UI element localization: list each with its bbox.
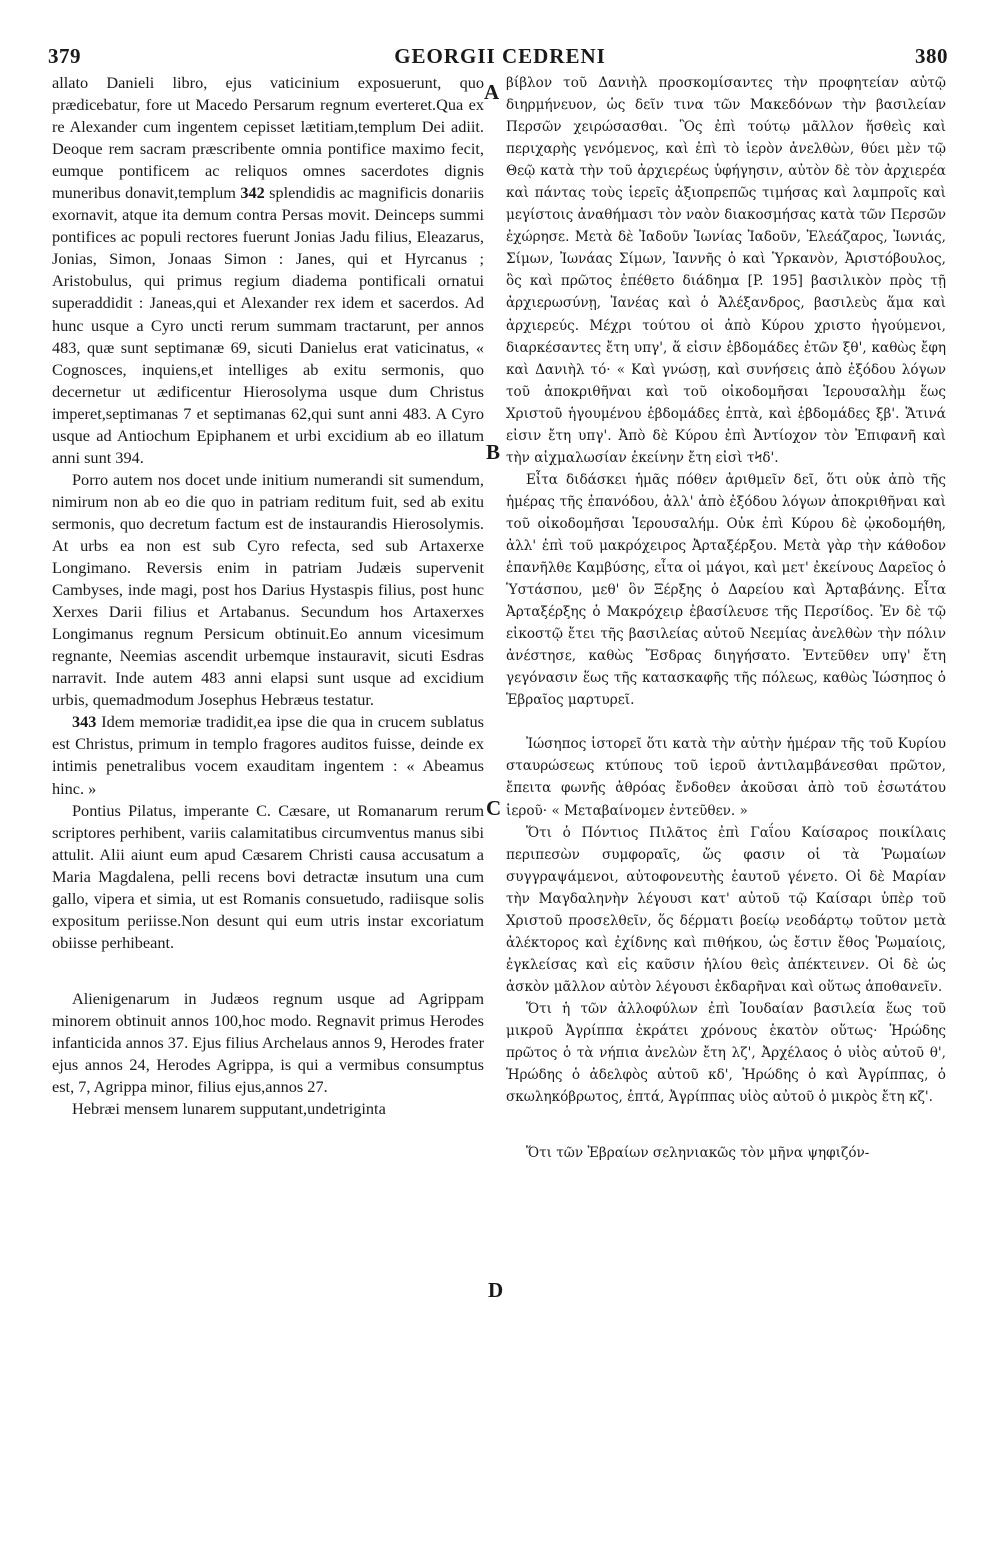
greek-paragraph-6: Ὅτι τῶν Ἑβραίων σεληνιακῶς τὸν μῆνα ψηφιζόν-	[526, 1145, 870, 1162]
latin-paragraph-2: Porro autem nos docet unde initium numerandi sit sumendum, nimirum non ab eo die quo in patriam reditum fuit, sed ab exitu sermonis, quo decretum factum est de instaurandis Hierosolymis. At urbs ea non est sub Cyro refecta, sed sub Artaxerxe Longimano. Reversis enim in patriam Judæis supervenit Cambyses, inde magi, post hos Darius Hystaspis filius, post hunc Xerxes Darii filius et Artabanus. Secundum hos Artaxerxes Longimanus regnum Persicum obtinuit.Eo annum vicesimum regnante, Neemias ascendit urbemque instauravit, sicuti Esdras narravit. Inde autem 483 anni elapsi sunt usque ad excidium urbis, quemadmodum Josephus Hebræus testatur.	[52, 469, 484, 710]
page-number-right: 380	[915, 44, 948, 68]
running-header	[0, 44, 1000, 72]
greek-paragraph-3: Ἰώσηπος ἱστορεῖ ὅτι κατὰ τὴν αὐτὴν ἡμέραν τῆς τοῦ Κυρίου σταυρώσεως κτύπους τοῦ ἱεροῦ ἀντιλαμβάνεσθαι πρῶτον, ἔπειτα φωνῆς ἀθρόας ἔνδοθεν ἀκοῦσαι ἀπὸ τοῦ ἐσωτάτου ἱεροῦ· « Μεταβαίνομεν ἐντεῦθεν. »	[506, 736, 946, 819]
margin-letter-c: C	[486, 796, 502, 820]
greek-paragraph-4: Ὅτι ὁ Πόντιος Πιλᾶτος ἐπὶ Γαΐου Καίσαρος ποικίλαις περιπεσὼν συμφοραῖς, ὥς φασιν οἱ τὰ Ῥωμαίων συγγραψάμενοι, αὐτοφονευτὴς ἑαυτοῦ γένετο. Οἱ δὲ Μαρίαν τὴν Μαγδαληνὴν λέγουσι κατ' αὐτοῦ τῷ Καίσαρι ὑπὲρ τοῦ Χριστοῦ προσελθεῖν, ὅς δέρματι βοείῳ νεοδάρτῳ τοῦτον μετὰ ἀλέκτορος καὶ ἐχίδνης καὶ πιθήκου, ὡς ἔστιν ἔθος Ῥωμαίοις, ἐγκλείσας καὶ εἰς καῦσιν ἡλίου θεὶς ἀπέκτεινεν. Οἱ δὲ ὡς ἀσκὸν μᾶλλον αὐτὸν λέγουσι ἐκδαρῆναι καὶ οὕτως ἀποθανεῖν.	[506, 824, 946, 995]
margin-letter-b: B	[486, 440, 501, 464]
running-title: GEORGII CEDRENI	[394, 44, 606, 68]
latin-paragraph-5: Alienigenarum in Judæos regnum usque ad Agrippam minorem obtinuit annos 100,hoc modo. Regnavit primus Herodes infanticida annos 37. Ejus filius Archelaus annos 9, Herodes frater ejus annos 24, Herodes Agrippa, is qui a vermibus consumptus est, 7, Agrippa minor, filius ejus,annos 27.	[52, 988, 484, 1097]
greek-paragraph-1: βίβλον τοῦ Δανιὴλ προσκομίσαντες τὴν προφητείαν αὐτῷ διηρμήνευον, ὡς δεῖν τινα τῶν Μακεδόνων τὴν βασιλείαν Περσῶν χειρώσασθαι. Ὃς ἐπὶ τούτῳ μᾶλλον ἥσθεὶς καὶ περιχαρὴς γενόμενος, καὶ ἐπὶ τὸ ἱερὸν ἀνελθὼν, θύει μὲν τῷ Θεῷ κατὰ τὴν τοῦ ἀρχιερέως ὑφήγησιν, αὐτὸν δὲ τὸν ἀρχιερέα καὶ πάντας τοὺς ἱερεῖς ἀξιοπρεπῶς τιμήσας καὶ λαμπροῖς καὶ μεγίστοις ἀναθήμασι τὸν ναὸν διακοσμήσας κατὰ τῶν Περσῶν ἐχώρησε. Μετὰ δὲ Ἰαδοῦν Ἰωνίας Ἰαδοῦν, Ἐλεάζαρος, Ἰωνιάς, Σίμων, Ἰωνάας Σίμων, Ἰαννῆς ὁ καὶ Ὑρκανὸν, Ἀριστόβουλος, ὃς καὶ πρῶτος ἐπέθετο διάδημα [P. 195] βασιλικὸν πρὸς τῇ ἀρχιερωσύνῃ, Ἰανέας καὶ ὁ Ἀλέξανδρος, βασιλεὺς ἅμα καὶ ἀρχιερεύς. Μέχρι τούτου οἱ ἀπὸ Κύρου χριστο ἡγούμενοι, διαρκέσαντες ἔτη υπγ', ἅ εἰσιν ἑβδομάδες ἐτῶν ξθ', καθὼς ἔφη καὶ Δανιὴλ τό· « Καὶ γνώσῃ, καὶ συνήσεις ἀπὸ ἐξόδου λόγων τοῦ ἀποκριθῆναι καὶ τοῦ οἰκοδομῆσαι Ἱερουσαλὴμ ἕως Χριστοῦ ἡγουμένου ἑβδομάδες ἑπτὰ, καὶ ἑβδομάδες ξβ'. Ἅτινά εἰσιν ἔτη υπγ'. Ἀπὸ δὲ Κύρου ἐπὶ Ἀντίοχον τὸν Ἐπιφανῆ καὶ τὴν αἰχμαλωσίαν ἐκείνην ἔτη εἰσὶ τϞδ'.	[506, 75, 946, 466]
greek-paragraph-5: Ὅτι ἡ τῶν ἀλλοφύλων ἐπὶ Ἰουδαίαν βασιλεία ἕως τοῦ μικροῦ Ἀγρίππα ἐκράτει χρόνους ἑκατὸν οὕτως· Ἡρώδης πρῶτος ὁ τὰ νήπια ἀνελὼν ἔτη λζ', Ἀρχέλαος ὁ υἱὸς αὐτοῦ θ', Ἡρώδης ὁ ἀδελφὸς αὐτοῦ κδ', Ἡρώδης ὁ καὶ Ἀγρίππας, ὁ σκωληκόβρωτος, ἑπτά, Ἀγρίππας υἱὸς αὐτοῦ ὁ μικρὸς ἔτη κζ'.	[506, 1000, 946, 1106]
latin-paragraph-4: Pontius Pilatus, imperante C. Cæsare, ut Romanarum rerum scriptores perhibent, variis calamitatibus circumventus manus sibi attulit. Alii aiunt eum apud Cæsarem Christi causa accusatum a Maria Magdalena, pelli recens bovi detractæ insutum una cum gallo, vipera et simia, ut est Romanis consuetudo, radiisque solis expositum periisse.Non desunt qui eum utris instar excoriatum obiisse perhibeant.	[52, 800, 484, 952]
page-number-left: 379	[48, 44, 81, 68]
latin-paragraph-1: allato Danieli libro, ejus vaticinium exposuerunt, quo prædicebatur, fore ut Macedo Persarum regnum everteret.Qua ex re Alexander cum ingentem cepisset lætitiam,templum Dei adiit. Deoque rem sacram præscribente omnia pontifice maximo fecit, eumque pontificem ac reliquos omnes sacerdotes dignis muneribus donavit,templum 342 splendidis ac magnificis donariis exornavit, atque ita demum contra Persas movit. Deinceps summi pontifices ac populi rectores fuerunt Jonias Jadu filius, Eleazarus, Jonias, Simon, Jonaas Simon : Janes, qui et Hyrcanus ; Aristobulus, qui primus regium diadema pontificali ornatui superaddidit : Janeas,qui et Alexander rex idem et sacerdos. Ad hunc usque a Cyro uncti rerum summam tractarunt, per annos 483, quæ sunt septimanæ 69, sicuti Danielus erat vaticinatus, « Cognosces, inquiens,et intelliges ab exitu sermonis, quo decernetur ut ædificentur Hierosolyma usque dum Christus imperet,septimanas 7 et septimanas 62,qui sunt anni 483. A Cyro usque ad Antiochum Epiphanem et urbi excidium ab eo illatum anni sunt 394.	[52, 73, 485, 467]
margin-letter-a: A	[484, 80, 500, 104]
paragraph-number: 342	[240, 183, 265, 203]
paragraph-number: 343	[72, 712, 97, 732]
latin-paragraph-3: 343 Idem memoriæ tradidit,ea ipse die qua in crucem sublatus est Christus, primum in templo fragores auditos fuisse, deinde ex intimis penetralibus vocem exauditam ingentem : « Abeamus hinc. »	[52, 712, 484, 798]
greek-column	[506, 72, 946, 1164]
greek-paragraph-2: Εἶτα διδάσκει ἡμᾶς πόθεν ἀριθμεῖν δεῖ, ὅτι οὐκ ἀπὸ τῆς ἡμέρας τῆς ἐπανόδου, ἀλλ' ἀπὸ ἐξόδου λόγων ἀποκριθῆναι καὶ τοῦ οἰκοδομῆσαι Ἱερουσαλήμ. Οὐκ ἐπὶ Κύρου δὲ ᾠκοδομήθη, ἀλλ' ἐπὶ τοῦ μακρόχειρος Ἀρταξέρξου. Μετὰ γὰρ τὴν κάθοδον ἐπανῆλθε Καμβύσης, εἶτα οἱ μάγοι, καὶ μετ' ἐκείνους Δαρεῖος ὁ Ὑστάσπου, μεθ' ὃν Ξέρξης ὁ Δαρείου καὶ Ἀρταβάνης. Εἶτα Ἀρταξέρξης ὁ Μακρόχειρ ἐβασίλευσε τῆς Περσίδος. Ἐν δὲ τῷ εἰκοστῷ ἔτει τῆς βασιλείας αὐτοῦ Νεεμίας ἀνελθὼν τὴν πόλιν ἀνέστησε, καθὼς Ἔσδρας διηγήσατο. Ἐντεῦθεν υπγ' ἔτη γεγόνασιν ἕως τῆς κατασκαφῆς τῆς πόλεως, καθὼς Ἰώσηπος ὁ Ἑβραῖος μαρτυρεῖ.	[506, 471, 946, 709]
latin-column	[52, 72, 484, 1120]
margin-letter-d: D	[488, 1278, 504, 1302]
latin-paragraph-6: Hebræi mensem lunarem supputant,undetriginta	[72, 1099, 386, 1119]
